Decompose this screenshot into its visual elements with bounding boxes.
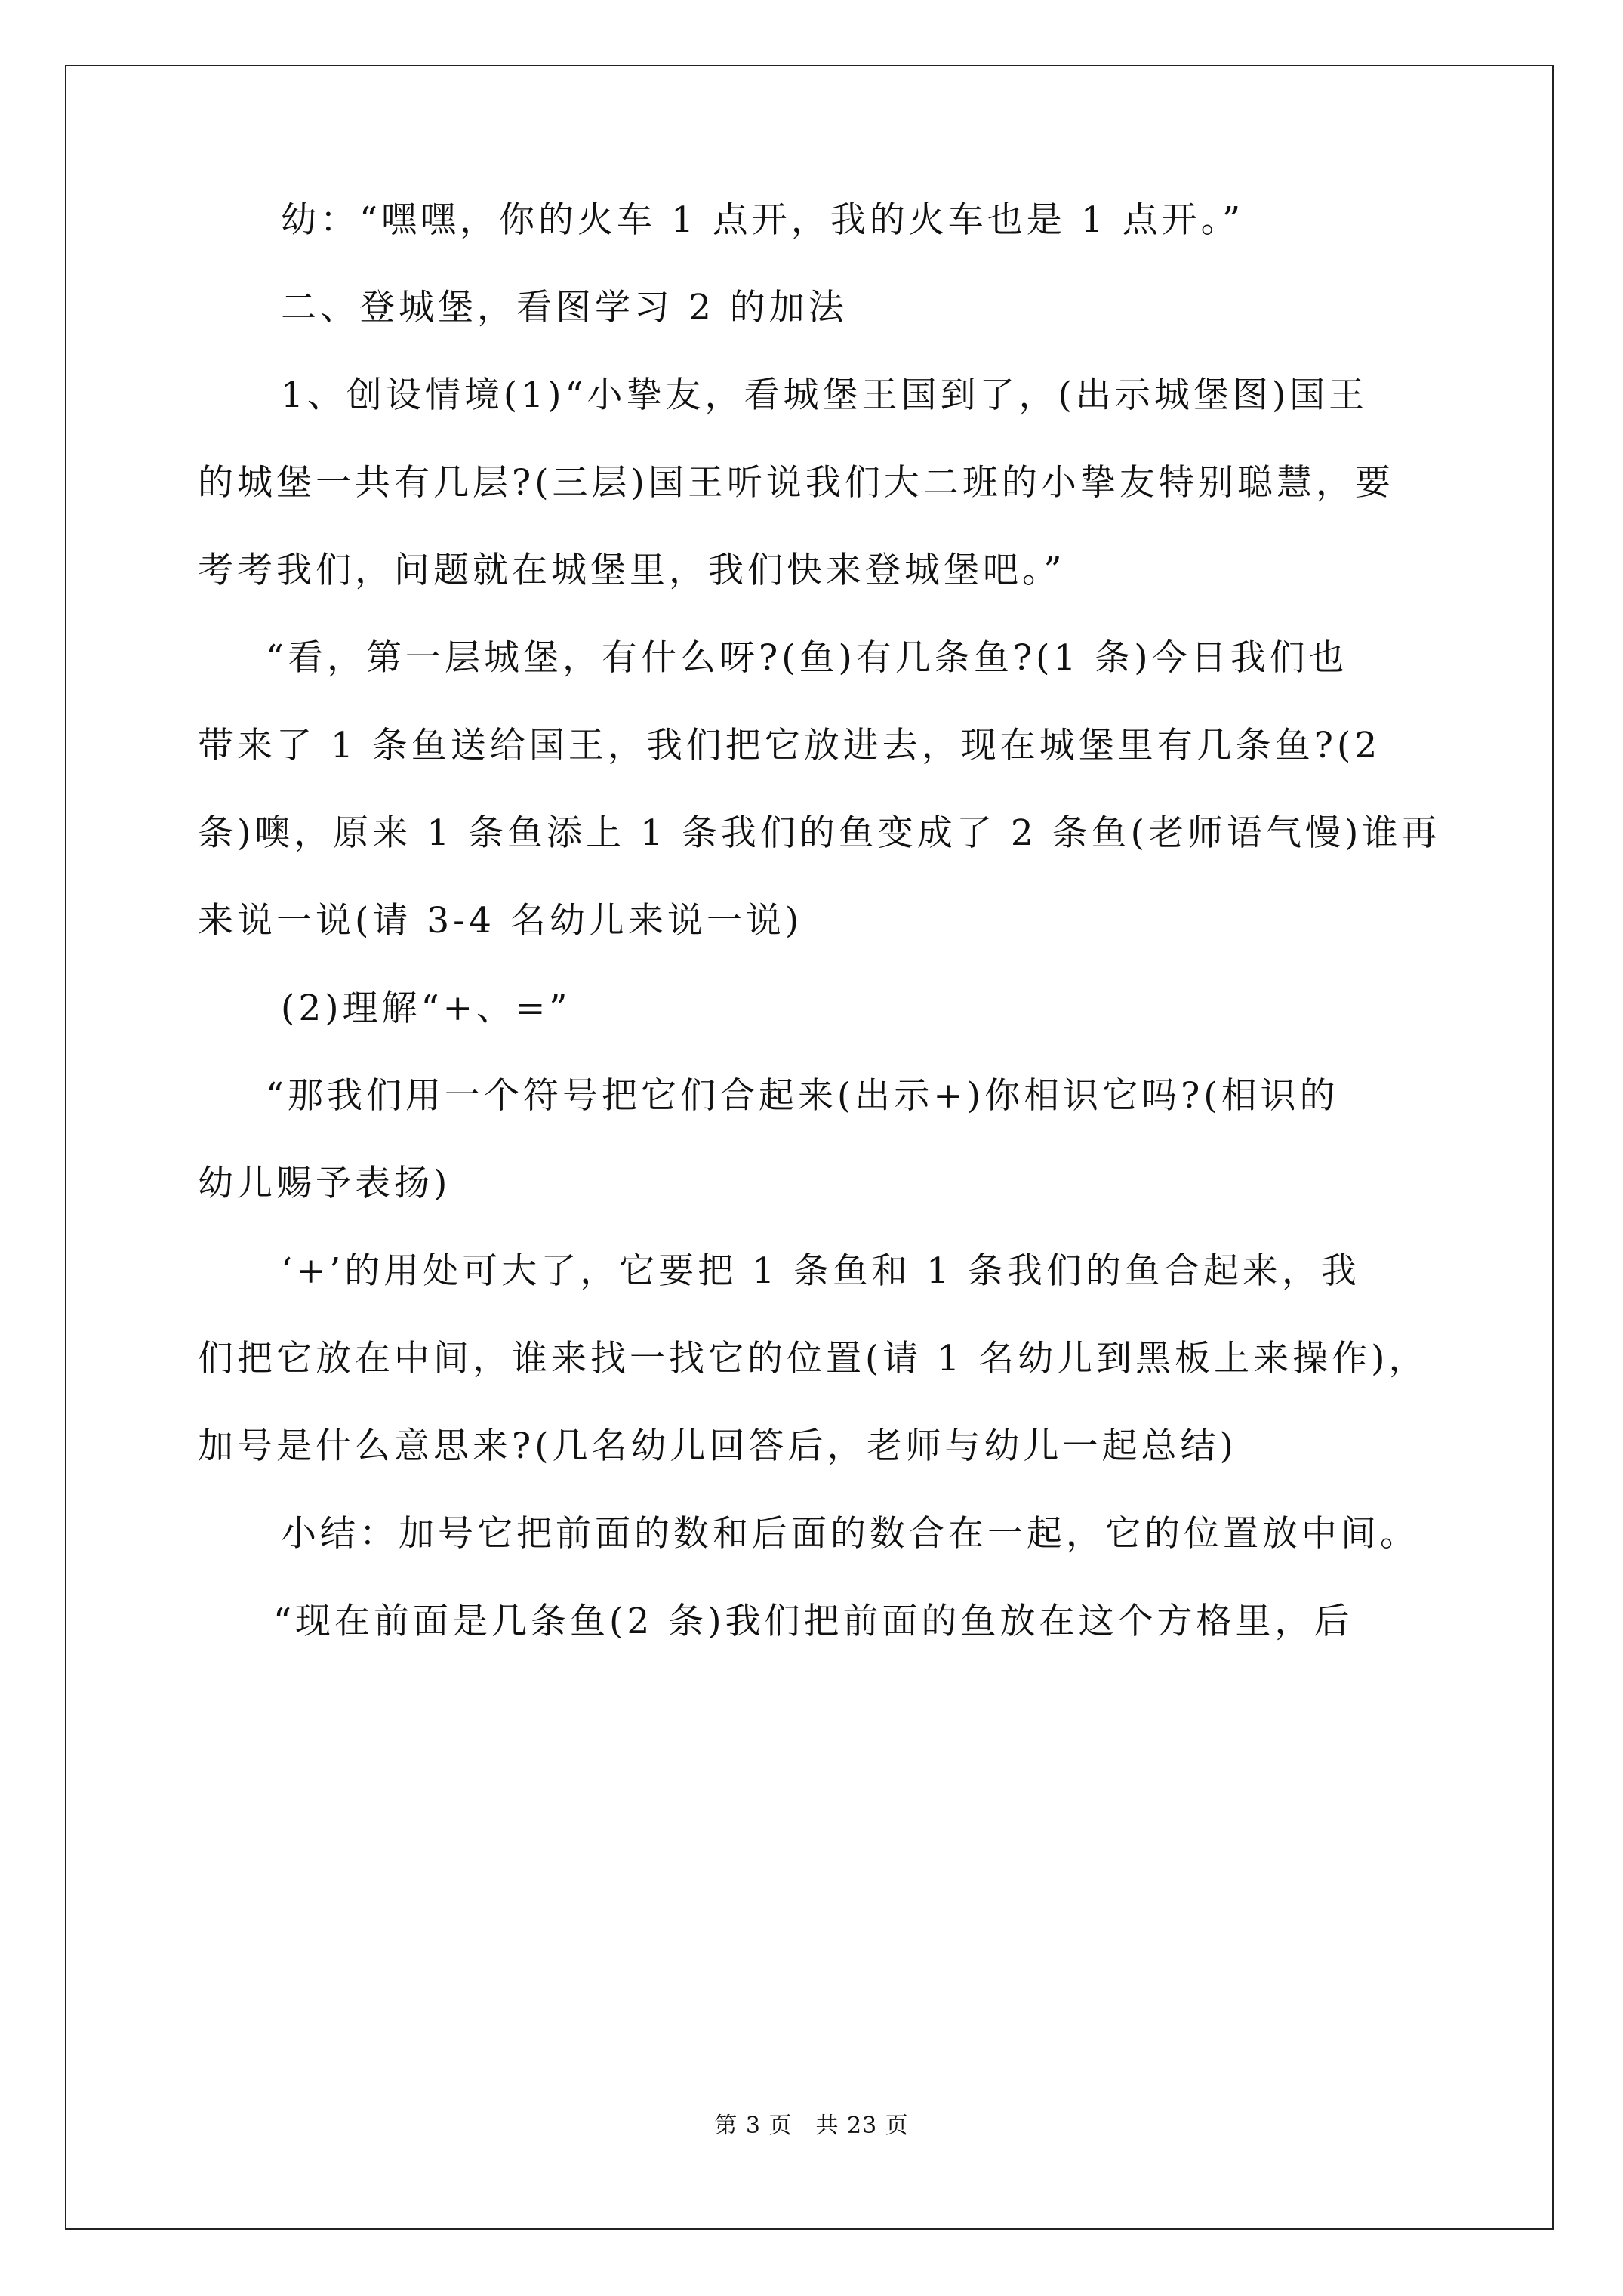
paragraph-line: 们把它放在中间，谁来找一找它的位置(请 1 名幼儿到黑板上来操作)， [198, 1338, 1428, 1379]
paragraph-line: 二、登城堡，看图学习 2 的加法 [281, 287, 848, 328]
paragraph-line: 的城堡一共有几层?(三层)国王听说我们大二班的小挚友特别聪慧，要 [198, 462, 1394, 504]
paragraph-line: ‘+’的用处可大了，它要把 1 条鱼和 1 条我们的鱼合起来，我 [281, 1250, 1360, 1292]
paragraph-line: 幼儿赐予表扬) [198, 1163, 451, 1204]
paragraph-line: “看，第一层城堡，有什么呀?(鱼)有几条鱼?(1 条)今日我们也 [266, 637, 1348, 679]
paragraph-line: “现在前面是几条鱼(2 条)我们把前面的鱼放在这个方格里，后 [273, 1601, 1354, 1642]
paragraph-line: 考考我们，问题就在城堡里，我们快来登城堡吧。” [198, 550, 1066, 591]
paragraph-line: 幼：“嘿嘿，你的火车 1 点开，我的火车也是 1 点开。” [281, 199, 1245, 241]
paragraph-line: 带来了 1 条鱼送给国王，我们把它放进去，现在城堡里有几条鱼?(2 [198, 725, 1381, 766]
page-footer: 第 3 页 共 23 页 [714, 2113, 909, 2139]
paragraph-line: 条)噢，原来 1 条鱼添上 1 条我们的鱼变成了 2 条鱼(老师语气慢)谁再 [198, 812, 1441, 854]
paragraph-line: 1、创设情境(1)“小挚友，看城堡王国到了，(出示城堡图)国王 [281, 374, 1369, 416]
paragraph-line: 加号是什么意思来?(几名幼儿回答后，老师与幼儿一起总结) [198, 1425, 1237, 1467]
paragraph-line: 小结：加号它把前面的数和后面的数合在一起，它的位置放中间。 [281, 1513, 1419, 1555]
paragraph-line: “那我们用一个符号把它们合起来(出示+)你相识它吗?(相识的 [266, 1075, 1339, 1117]
paragraph-line: (2)理解“+、=” [281, 988, 571, 1029]
paragraph-line: 来说一说(请 3-4 名幼儿来说一说) [198, 900, 803, 942]
